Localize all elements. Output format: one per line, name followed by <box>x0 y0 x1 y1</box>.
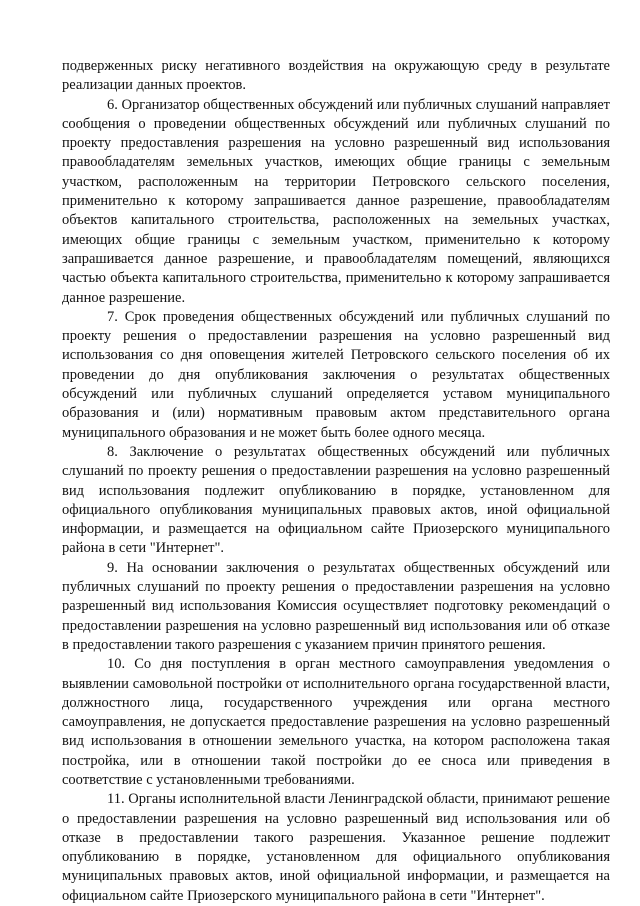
document-page <box>62 57 610 906</box>
paragraph-7: 7. Срок проведения общественных обсуждений или публичных слушаний по проекту решения о предоставлении разрешения на условно разрешенный вид использования со дня оповещения жителей Петровского сельского поселения об их проведении до дня опубликования заключения о результатах общественных обсуждений или публичных слушаний определяется уставом муниципального образования и (или) нормативным правовым актом представительного органа муниципального образования и не может быть более одного месяца. <box>62 308 610 441</box>
paragraph-9: 9. На основании заключения о результатах общественных обсуждений или публичных слушаний по проекту решения о предоставлении разрешения на условно разрешенный вид использования Комиссия осуществляет подготовку рекомендаций о предоставлении разрешения на условно разрешенный вид использования или об отказе в предоставлении такого разрешения с указанием причин принятого решения. <box>62 559 610 653</box>
paragraph-10: 10. Со дня поступления в орган местного самоуправления уведомления о выявлении самовольной постройки от исполнительного органа государственной власти, должностного лица, государственного учреждения или органа местного самоуправления, не допускается предоставление разрешения на условно разрешенный вид использования в отношении земельного участка, на котором расположена такая постройка, или в отношении такой постройки до ее сноса или приведения в соответствие с установленными требованиями. <box>62 656 610 788</box>
paragraph-11: 11. Органы исполнительной власти Ленинградской области, принимают решение о предоставлении разрешения на условно разрешенный вид использования или об отказе в предоставлении такого разрешения. Указанное решение подлежит опубликованию в порядке, установленном для официального опубликования муниципальных правовых актов, иной официальной информации, и размещается на официальном сайте Приозерского муниципального района в сети "Интернет". <box>62 791 610 904</box>
paragraph-8: 8. Заключение о результатах общественных обсуждений или публичных слушаний по проекту решения о предоставлении разрешения на условно разрешенный вид использования подлежит опубликованию в порядке, установленном для официального опубликования муниципальных правовых актов, иной официальной информации, и размещается на официальном сайте Приозерского муниципального района в сети "Интернет". <box>62 443 610 557</box>
paragraph-continuation: подверженных риску негативного воздействия на окружающую среду в результате реализации данных проектов. <box>62 58 610 94</box>
paragraph-6: 6. Организатор общественных обсуждений или публичных слушаний направляет сообщения о проведении общественных обсуждений или публичных слушаний по проекту предоставления разрешения на условно разрешенный вид использования правообладателям земельных участков, имеющих общие границы с земельным участком, расположенным на территории Петровского сельского поселения, применительно к которому запрашивается данное разрешение, правообладателям объектов капитального строительства, расположенных на земельных участках, имеющих общие границы с земельным участком, применительно к которому запрашивается данное разрешение, и правообладателям помещений, являющихся частью объекта капитального строительства, применительно к которому запрашивается данное разрешение. <box>62 96 610 306</box>
